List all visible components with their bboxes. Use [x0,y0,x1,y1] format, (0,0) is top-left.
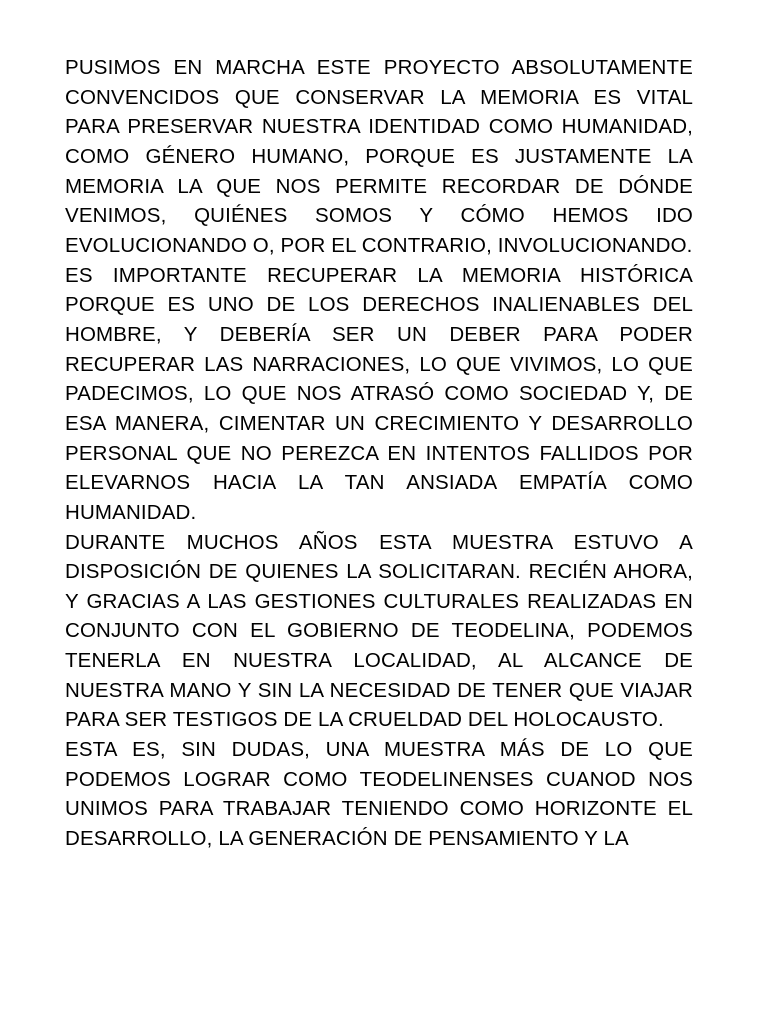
paragraph-3: DURANTE MUCHOS AÑOS ESTA MUESTRA ESTUVO A DISPOSICIÓN DE QUIENES LA SOLICITARAN. RECIÉN AHORA, Y GRACIAS A LAS GESTIONES CULTURALES REALIZADAS EN CONJUNTO CON EL GOBIERNO DE TEODELINA, PODEMOS TENERLA EN NUESTRA LOCALIDAD, AL ALCANCE DE NUESTRA MANO Y SIN LA NECESIDAD DE TENER QUE VIAJAR PARA SER TESTIGOS DE LA CRUELDAD DEL HOLOCAUSTO. [65,530,693,732]
paragraph-1: PUSIMOS EN MARCHA ESTE PROYECTO ABSOLUTAMENTE CONVENCIDOS QUE CONSERVAR LA MEMORIA ES VITAL PARA PRESERVAR NUESTRA IDENTIDAD COMO HUMANIDAD, COMO GÉNERO HUMANO, PORQUE ES JUSTAMENTE LA MEMORIA LA QUE NOS PERMITE RECORDAR DE DÓNDE VENIMOS, QUIÉNES SOMOS Y CÓMO HEMOS IDO EVOLUCIONANDO O, POR EL CONTRARIO, INVOLUCIONANDO. [65,56,693,257]
paragraph-2: ES IMPORTANTE RECUPERAR LA MEMORIA HISTÓRICA PORQUE ES UNO DE LOS DERECHOS INALIENABLES DEL HOMBRE, Y DEBERÍA SER UN DEBER PARA PODER RECUPERAR LAS NARRACIONES, LO QUE VIVIMOS, LO QUE PADECIMOS, LO QUE NOS ATRASÓ COMO SOCIEDAD Y, DE ESA MANERA, CIMENTAR UN CRECIMIENTO Y DESARROLLO PERSONAL QUE NO PEREZCA EN INTENTOS FALLIDOS POR ELEVARNOS HACIA LA TAN ANSIADA EMPATÍA COMO HUMANIDAD. [65,263,693,524]
document-page [65,53,693,854]
paragraph-4: ESTA ES, SIN DUDAS, UNA MUESTRA MÁS DE LO QUE PODEMOS LOGRAR COMO TEODELINENSES CUANOD NOS UNIMOS PARA TRABAJAR TENIENDO COMO HORIZONTE EL DESARROLLO, LA GENERACIÓN DE PENSAMIENTO Y LA [65,738,693,851]
